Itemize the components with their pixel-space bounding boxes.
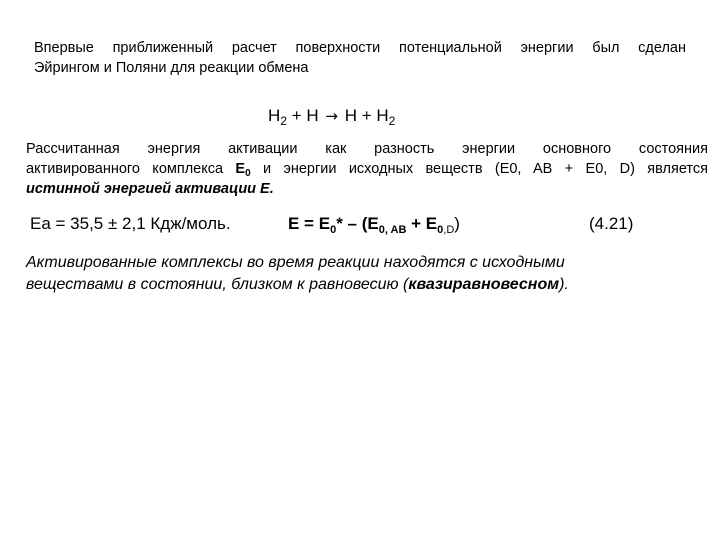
equation-sub-2: 0, AB bbox=[378, 224, 407, 236]
activation-line-2-end: и энергии исходных веществ (E0, AB + E0, D) является bbox=[250, 161, 708, 177]
conclusion-paragraph bbox=[26, 252, 708, 296]
complex-energy-subscript: 0 bbox=[245, 168, 251, 179]
complex-energy-symbol: E bbox=[235, 161, 246, 177]
formula-row bbox=[0, 211, 720, 237]
activation-energy-value: Ea = 35,5 ± 2,1 Кдж/моль. bbox=[30, 214, 231, 233]
product-h2-subscript: 2 bbox=[388, 114, 396, 128]
equation-part-a: E = E bbox=[288, 214, 331, 233]
equation-sub-3: 0 bbox=[437, 224, 444, 236]
activation-line-3: истинной энергией активации E. bbox=[26, 181, 274, 197]
activation-line-1: Рассчитанная энергия активации как разность энергии основного состояния bbox=[26, 141, 708, 157]
reactant-h: + H bbox=[291, 106, 319, 125]
reactant-h2-subscript: 2 bbox=[280, 114, 287, 128]
equation-number: (4.21) bbox=[589, 214, 634, 233]
equation-part-d: ) bbox=[454, 214, 460, 233]
intro-line-1: Впервые приближенный расчет поверхности потенциальной энергии был сделан bbox=[34, 40, 686, 56]
arrow-right-icon: → bbox=[325, 107, 338, 125]
intro-line-2: Эйрингом и Поляни для реакции обмена bbox=[34, 60, 309, 76]
activation-paragraph bbox=[26, 139, 708, 199]
intro-paragraph bbox=[34, 38, 686, 78]
equation-sub-1: 0 bbox=[330, 224, 337, 236]
products: H + H bbox=[344, 106, 389, 125]
conclusion-line-1: Активированные комплексы во время реакции находятся с исходными bbox=[26, 254, 565, 271]
activation-line-2 bbox=[26, 159, 708, 179]
conclusion-line-2-end: ). bbox=[559, 276, 569, 293]
reactant-h2: H bbox=[268, 106, 281, 125]
conclusion-line-2-start: веществами в состоянии, близком к равновесию ( bbox=[26, 276, 409, 293]
activation-line-2-start: активированного комплекса bbox=[26, 161, 236, 177]
activation-energy-equation bbox=[288, 211, 460, 237]
equation-part-b: * – (E bbox=[336, 214, 379, 233]
quasi-equilibrium-term: квазиравновесном bbox=[408, 276, 560, 293]
equation-sub-3b: ,D bbox=[443, 224, 455, 236]
equation-part-c: + E bbox=[406, 214, 438, 233]
exchange-reaction bbox=[268, 104, 395, 128]
